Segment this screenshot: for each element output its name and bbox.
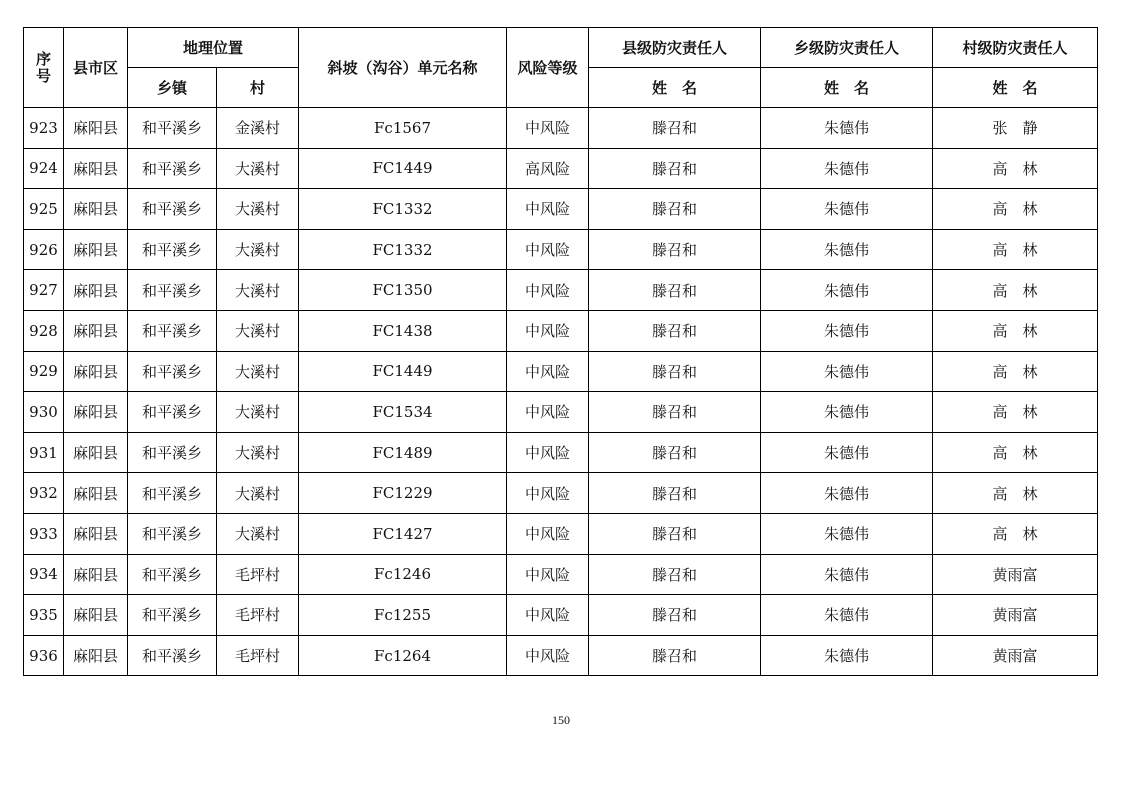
header-seq — [24, 28, 64, 108]
cell-risk: 高风险 — [507, 148, 589, 189]
cell-seq: 924 — [24, 148, 64, 189]
cell-town-resp: 朱德伟 — [761, 148, 933, 189]
cell-county: 麻阳县 — [64, 351, 128, 392]
cell-town-resp: 朱德伟 — [761, 189, 933, 230]
cell-village-resp: 高 林 — [933, 148, 1098, 189]
cell-unit: FC1489 — [299, 432, 507, 473]
table-header — [24, 28, 1098, 108]
cell-county: 麻阳县 — [64, 635, 128, 676]
table-row — [24, 513, 1098, 554]
cell-town-resp: 朱德伟 — [761, 310, 933, 351]
header-town-resp-name: 姓 名 — [761, 68, 933, 108]
cell-village: 毛坪村 — [217, 635, 299, 676]
cell-seq: 936 — [24, 635, 64, 676]
disaster-responsibility-table — [23, 27, 1098, 676]
cell-county-resp: 滕召和 — [589, 432, 761, 473]
cell-unit: FC1449 — [299, 148, 507, 189]
cell-town-resp: 朱德伟 — [761, 108, 933, 149]
cell-unit: FC1427 — [299, 513, 507, 554]
cell-village-resp: 高 林 — [933, 513, 1098, 554]
cell-village-resp: 高 林 — [933, 351, 1098, 392]
cell-unit: Fc1246 — [299, 554, 507, 595]
cell-village: 金溪村 — [217, 108, 299, 149]
cell-town: 和平溪乡 — [128, 270, 217, 311]
cell-village: 大溪村 — [217, 432, 299, 473]
cell-risk: 中风险 — [507, 432, 589, 473]
cell-seq: 931 — [24, 432, 64, 473]
cell-unit: FC1332 — [299, 229, 507, 270]
header-town: 乡镇 — [128, 68, 217, 108]
table-row — [24, 473, 1098, 514]
cell-town: 和平溪乡 — [128, 108, 217, 149]
cell-county: 麻阳县 — [64, 554, 128, 595]
cell-risk: 中风险 — [507, 635, 589, 676]
cell-town: 和平溪乡 — [128, 473, 217, 514]
cell-town-resp: 朱德伟 — [761, 229, 933, 270]
cell-town-resp: 朱德伟 — [761, 270, 933, 311]
cell-town: 和平溪乡 — [128, 513, 217, 554]
cell-risk: 中风险 — [507, 473, 589, 514]
cell-unit: Fc1255 — [299, 595, 507, 636]
table-row — [24, 270, 1098, 311]
cell-town-resp: 朱德伟 — [761, 392, 933, 433]
cell-town: 和平溪乡 — [128, 148, 217, 189]
header-unit-name: 斜坡（沟谷）单元名称 — [299, 28, 507, 108]
cell-town-resp: 朱德伟 — [761, 635, 933, 676]
header-location: 地理位置 — [128, 28, 299, 68]
cell-seq: 923 — [24, 108, 64, 149]
cell-village: 大溪村 — [217, 392, 299, 433]
page-number: 150 — [552, 713, 570, 727]
table-row — [24, 392, 1098, 433]
cell-county-resp: 滕召和 — [589, 392, 761, 433]
cell-village: 大溪村 — [217, 148, 299, 189]
cell-risk: 中风险 — [507, 229, 589, 270]
cell-unit: FC1350 — [299, 270, 507, 311]
cell-village: 大溪村 — [217, 351, 299, 392]
cell-village-resp: 张 静 — [933, 108, 1098, 149]
cell-county: 麻阳县 — [64, 473, 128, 514]
table-row — [24, 554, 1098, 595]
cell-unit: FC1534 — [299, 392, 507, 433]
cell-county: 麻阳县 — [64, 108, 128, 149]
cell-county-resp: 滕召和 — [589, 513, 761, 554]
cell-risk: 中风险 — [507, 189, 589, 230]
header-seq-char-1: 序 — [35, 49, 51, 68]
table-row — [24, 635, 1098, 676]
cell-village-resp: 黄雨富 — [933, 595, 1098, 636]
cell-village-resp: 高 林 — [933, 189, 1098, 230]
cell-county: 麻阳县 — [64, 432, 128, 473]
cell-county: 麻阳县 — [64, 189, 128, 230]
cell-town: 和平溪乡 — [128, 229, 217, 270]
header-town-resp: 乡级防灾责任人 — [761, 28, 933, 68]
cell-village: 大溪村 — [217, 189, 299, 230]
cell-town: 和平溪乡 — [128, 554, 217, 595]
cell-county: 麻阳县 — [64, 513, 128, 554]
cell-county: 麻阳县 — [64, 595, 128, 636]
cell-town-resp: 朱德伟 — [761, 554, 933, 595]
cell-village: 大溪村 — [217, 270, 299, 311]
header-county-resp: 县级防灾责任人 — [589, 28, 761, 68]
cell-town: 和平溪乡 — [128, 595, 217, 636]
cell-county: 麻阳县 — [64, 310, 128, 351]
cell-county-resp: 滕召和 — [589, 310, 761, 351]
cell-village-resp: 黄雨富 — [933, 635, 1098, 676]
cell-town: 和平溪乡 — [128, 432, 217, 473]
cell-county: 麻阳县 — [64, 148, 128, 189]
cell-village: 大溪村 — [217, 513, 299, 554]
cell-unit: Fc1567 — [299, 108, 507, 149]
cell-county-resp: 滕召和 — [589, 229, 761, 270]
cell-town-resp: 朱德伟 — [761, 432, 933, 473]
cell-village-resp: 高 林 — [933, 270, 1098, 311]
cell-town: 和平溪乡 — [128, 351, 217, 392]
cell-unit: FC1438 — [299, 310, 507, 351]
cell-village-resp: 高 林 — [933, 392, 1098, 433]
cell-village: 毛坪村 — [217, 554, 299, 595]
cell-county-resp: 滕召和 — [589, 189, 761, 230]
header-village-resp-name: 姓 名 — [933, 68, 1098, 108]
header-seq-char-2: 号 — [35, 66, 51, 85]
cell-county-resp: 滕召和 — [589, 595, 761, 636]
cell-risk: 中风险 — [507, 513, 589, 554]
cell-town: 和平溪乡 — [128, 189, 217, 230]
cell-village: 毛坪村 — [217, 595, 299, 636]
cell-village-resp: 高 林 — [933, 310, 1098, 351]
cell-seq: 928 — [24, 310, 64, 351]
cell-village-resp: 高 林 — [933, 473, 1098, 514]
cell-county-resp: 滕召和 — [589, 351, 761, 392]
cell-village: 大溪村 — [217, 473, 299, 514]
table-row — [24, 108, 1098, 149]
cell-unit: Fc1264 — [299, 635, 507, 676]
table-row — [24, 189, 1098, 230]
cell-seq: 934 — [24, 554, 64, 595]
cell-risk: 中风险 — [507, 554, 589, 595]
table-row — [24, 432, 1098, 473]
cell-risk: 中风险 — [507, 392, 589, 433]
header-county: 县市区 — [64, 28, 128, 108]
cell-county: 麻阳县 — [64, 229, 128, 270]
cell-unit: FC1229 — [299, 473, 507, 514]
cell-county-resp: 滕召和 — [589, 635, 761, 676]
cell-risk: 中风险 — [507, 595, 589, 636]
table-row — [24, 310, 1098, 351]
cell-unit: FC1332 — [299, 189, 507, 230]
cell-risk: 中风险 — [507, 108, 589, 149]
cell-village-resp: 高 林 — [933, 432, 1098, 473]
cell-town-resp: 朱德伟 — [761, 513, 933, 554]
cell-seq: 927 — [24, 270, 64, 311]
cell-village: 大溪村 — [217, 310, 299, 351]
cell-seq: 935 — [24, 595, 64, 636]
cell-county-resp: 滕召和 — [589, 473, 761, 514]
cell-seq: 929 — [24, 351, 64, 392]
cell-town: 和平溪乡 — [128, 392, 217, 433]
cell-village-resp: 高 林 — [933, 229, 1098, 270]
cell-seq: 933 — [24, 513, 64, 554]
cell-village: 大溪村 — [217, 229, 299, 270]
cell-county-resp: 滕召和 — [589, 148, 761, 189]
cell-town-resp: 朱德伟 — [761, 351, 933, 392]
cell-village-resp: 黄雨富 — [933, 554, 1098, 595]
cell-town-resp: 朱德伟 — [761, 473, 933, 514]
header-county-resp-name: 姓 名 — [589, 68, 761, 108]
header-risk-level: 风险等级 — [507, 28, 589, 108]
table-row — [24, 148, 1098, 189]
cell-town: 和平溪乡 — [128, 635, 217, 676]
table-row — [24, 229, 1098, 270]
table-body — [24, 108, 1098, 676]
cell-town: 和平溪乡 — [128, 310, 217, 351]
cell-risk: 中风险 — [507, 270, 589, 311]
cell-county: 麻阳县 — [64, 270, 128, 311]
cell-seq: 930 — [24, 392, 64, 433]
cell-seq: 926 — [24, 229, 64, 270]
cell-county: 麻阳县 — [64, 392, 128, 433]
cell-county-resp: 滕召和 — [589, 554, 761, 595]
cell-risk: 中风险 — [507, 310, 589, 351]
header-village-resp: 村级防灾责任人 — [933, 28, 1098, 68]
header-village: 村 — [217, 68, 299, 108]
cell-seq: 932 — [24, 473, 64, 514]
cell-county-resp: 滕召和 — [589, 108, 761, 149]
cell-risk: 中风险 — [507, 351, 589, 392]
table-row — [24, 351, 1098, 392]
cell-county-resp: 滕召和 — [589, 270, 761, 311]
cell-seq: 925 — [24, 189, 64, 230]
cell-town-resp: 朱德伟 — [761, 595, 933, 636]
cell-unit: FC1449 — [299, 351, 507, 392]
table-row — [24, 595, 1098, 636]
